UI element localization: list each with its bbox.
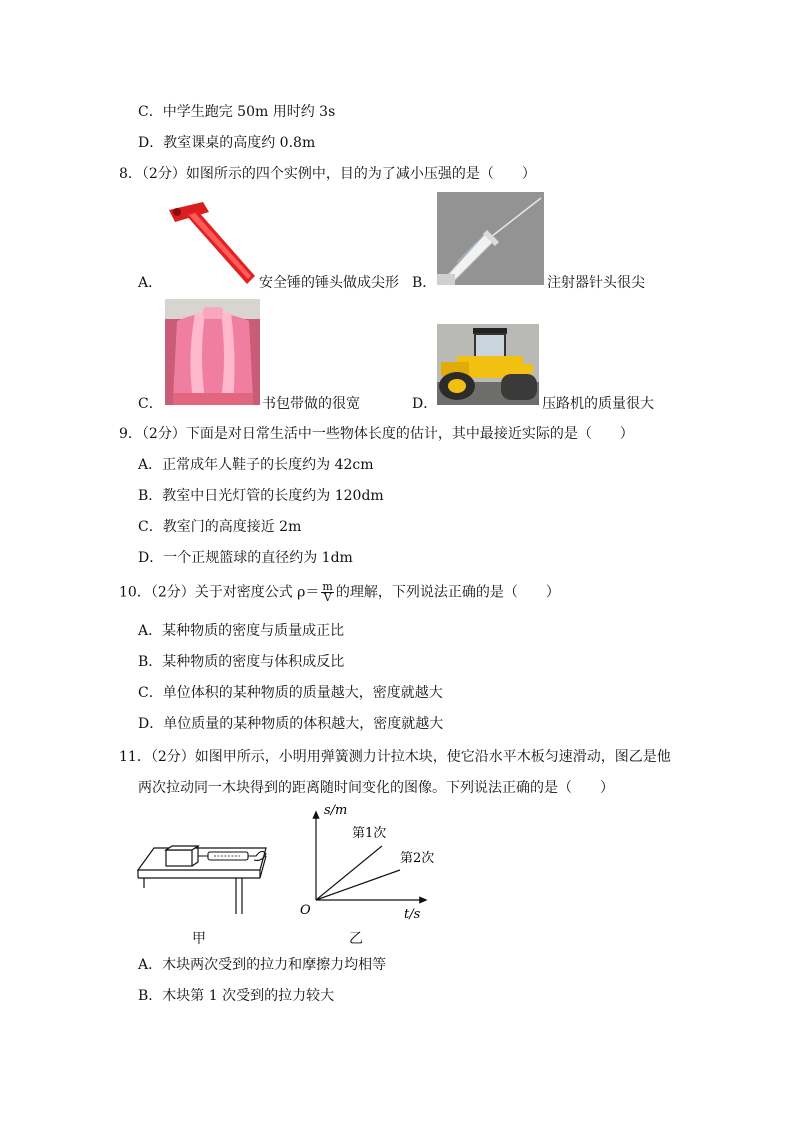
road-roller-image [437, 324, 539, 405]
series-label-2: 第2次 [400, 851, 435, 866]
series-line-1 [316, 846, 382, 900]
q7-option-c: C．中学生跑完 50m 用时约 3s [138, 104, 336, 120]
q10-option-d: D．单位质量的某种物质的体积越大，密度就越大 [138, 716, 444, 732]
q8-option-b-label: B． [412, 275, 437, 291]
q11-option-b: B．木块第 1 次受到的拉力较大 [138, 988, 335, 1004]
q8-option-b-text: 注射器针头很尖 [547, 275, 645, 291]
density-formula-fraction: $\frac{m}{V}$ [322, 580, 333, 604]
safety-hammer-image [163, 196, 259, 288]
q8-option-a-label: A． [138, 275, 163, 291]
y-axis-label: s/m [324, 803, 348, 818]
q9-stem: 9．（2分）下面是对日常生活中一些物体长度的估计，其中最接近实际的是（ ） [119, 426, 634, 442]
q8-option-d-label: D． [412, 396, 438, 412]
q8-option-d-text: 压路机的质量很大 [542, 396, 654, 412]
syringe-image [437, 192, 544, 285]
q8-option-c-text: 书包带做的很宽 [262, 396, 360, 412]
series-line-2 [316, 870, 400, 900]
q11-stem-line1: 11．（2分）如图甲所示，小明用弹簧测力计拉木块，使它沿水平木板匀速滑动，图乙是他 [119, 749, 671, 765]
q10-option-a: A．某种物质的密度与质量成正比 [138, 623, 345, 639]
q9-option-d: D．一个正规篮球的直径约为 1dm [138, 550, 353, 566]
q9-option-a: A．正常成年人鞋子的长度约为 42cm [138, 457, 374, 473]
q8-option-a-text: 安全锤的锤头做成尖形 [259, 275, 399, 291]
figure-jia-caption: 甲 [192, 931, 206, 947]
q10-option-c: C．单位体积的某种物质的质量越大，密度就越大 [138, 685, 443, 701]
q11-option-a: A．木块两次受到的拉力和摩擦力均相等 [138, 957, 387, 973]
distance-time-graph [296, 800, 436, 920]
q11-stem-line2: 两次拉动同一木块得到的距离随时间变化的图像。下列说法正确的是（ ） [138, 780, 614, 796]
q10-stem: 10．（2分）关于对密度公式 ρ＝ $\frac{m}{V}$ 的理解，下列说法正确的是（ ） [119, 580, 560, 604]
q9-option-b: B．教室中日光灯管的长度约为 120dm [138, 488, 384, 504]
q8-option-c-label: C． [138, 396, 163, 412]
origin-label: O [300, 903, 311, 918]
school-bag-image [165, 299, 260, 405]
series-label-1: 第1次 [352, 826, 387, 841]
q8-stem: 8．（2分）如图所示的四个实例中，目的为了减小压强的是（ ） [119, 166, 536, 182]
q10-option-b: B．某种物质的密度与体积成反比 [138, 654, 345, 670]
spring-scale-table-figure [136, 840, 268, 916]
x-axis-label: t/s [404, 907, 421, 920]
q7-option-d: D．教室课桌的高度约 0.8m [138, 135, 316, 151]
figure-yi-caption: 乙 [349, 931, 363, 947]
q9-option-c: C．教室门的高度接近 2m [138, 519, 302, 535]
